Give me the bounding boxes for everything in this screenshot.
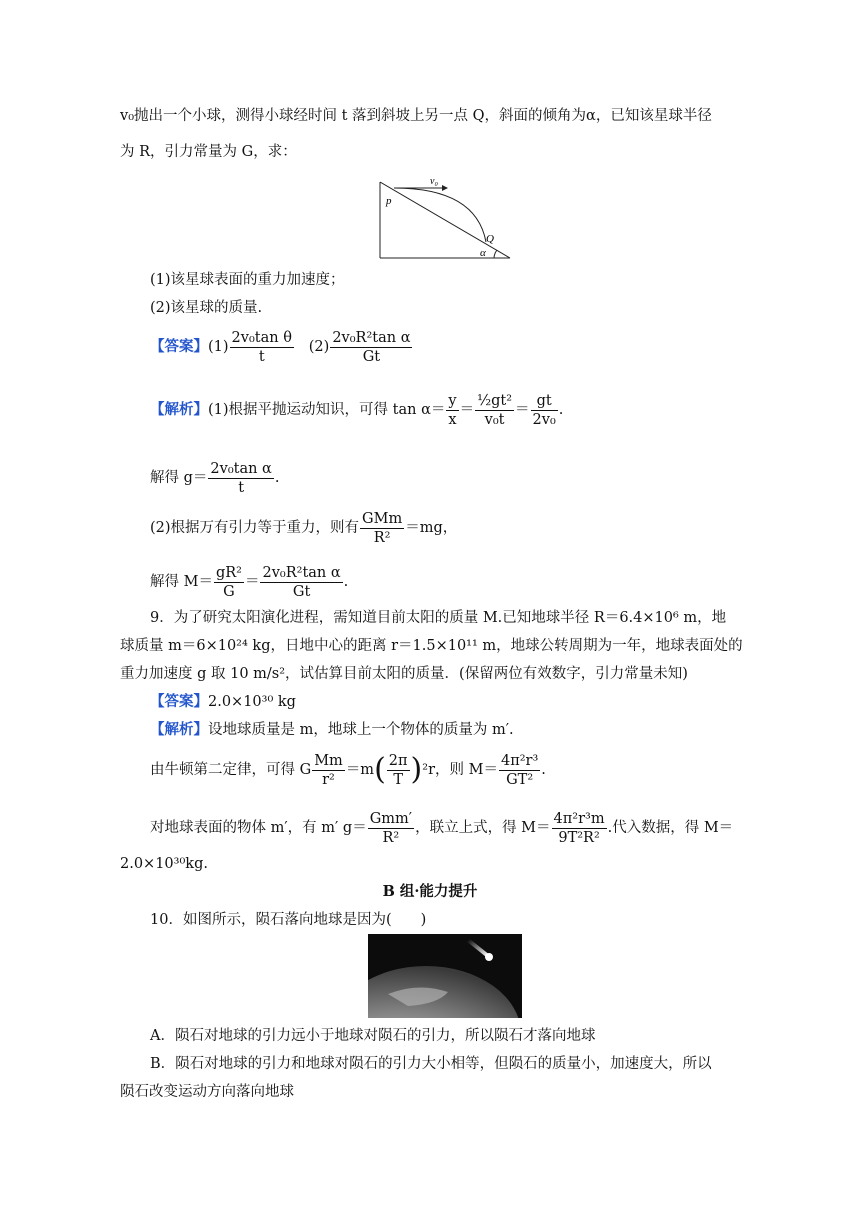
figure-label-v0: v₀ [430,178,438,187]
q9-line-1: 9．为了研究太阳演化进程，需知道目前太阳的质量 M.已知地球半径 R＝6.4×10⁶ m，地 [150,610,727,626]
answer-8-fraction-1: $\frac{\text{2v₀tan θ}}{t}$ [231,329,292,365]
intro-line-1: v₀抛出一个小球，测得小球经时间 t 落到斜坡上另一点 Q，斜面的倾角为α，已知该星球半径 [120,108,712,124]
analysis-8-line-1: 【解析】(1)根据平抛运动知识，可得 tan α＝ $\frac{y}{x}$ ＝ $\frac{\text{½gt²}}{\text{v₀t}}$ ＝ $\frac{gt}{\text{2v₀}}$ . [150,392,564,428]
q9-line-2: 球质量 m＝6×10²⁴ kg，日地中心的距离 r＝1.5×10¹¹ m，地球公转周期为一年，地球表面处的 [120,638,743,654]
analysis-8-line-4: 解得 M＝ $\frac{\text{gR²}}{G}$ ＝ $\frac{\text{2v₀R²tan α}}{Gt}$ . [150,564,349,600]
intro-line-2: 为 R，引力常量为 G，求： [120,144,297,160]
analysis-tag: 【解析】 [150,721,208,738]
analysis-8-line-2: 解得 g＝ $\frac{\text{2v₀tan α}}{t}$ . [150,460,280,496]
answer-9 [150,692,296,712]
answer-8-fraction-2: $\frac{\text{2v₀R²tan α}}{Gt}$ [332,329,411,365]
analysis-9-line-3: 对地球表面的物体 m′，有 m′ g＝ $\frac{\text{Gmm′}}{\text{R²}}$ ，联立上式，得 M＝ $\frac{\text{4π²r³m}}{\text{9T²R²}}$ .代入数据，得 M＝ [150,810,734,846]
analysis-9-line-2: 由牛顿第二定律，可得 G $\frac{Mm}{\text{r²}}$ ＝m( $\frac{2\pi}{T}$ )²r，则 M＝ $\frac{\text{4π²r³}}{\text{GT²}}$ . [150,752,546,788]
q10-option-a: A．陨石对地球的引力远小于地球对陨石的引力，所以陨石才落向地球 [150,1028,596,1044]
q10-option-b-line-2: 陨石改变运动方向落向地球 [120,1084,294,1100]
analysis-9-line-1: 【解析】设地球质量是 m，地球上一个物体的质量为 m′. [150,721,514,738]
figure-label-alpha: α [480,247,486,259]
answer-9-value: 2.0×10³⁰ kg [208,694,296,710]
answer-8 [150,328,413,366]
analysis-tag: 【解析】 [150,401,208,418]
figure-label-q: Q [486,233,494,245]
q8-part-1: (1)该星球表面的重力加速度； [150,272,345,288]
answer-8-part2-label: (2) [308,339,330,355]
answer-8-part1-label: (1) [208,339,229,355]
meteor-earth-image [368,934,522,1018]
analysis-8-line-3: (2)根据万有引力等于重力，则有 $\frac{\text{GMm}}{\text{R²}}$ ＝mg， [150,510,458,546]
q10-stem: 10．如图所示，陨石落向地球是因为( ) [150,912,427,928]
analysis-9-line-4: 2.0×10³⁰kg. [120,856,208,872]
section-b-title: B 组·能力提升 [382,883,478,900]
answer-tag: 【答案】 [150,693,208,710]
q10-option-b-line-1: B．陨石对地球的引力和地球对陨石的引力大小相等，但陨石的质量小，加速度大，所以 [150,1056,712,1072]
answer-tag: 【答案】 [150,338,208,355]
q8-part-2: (2)该星球的质量. [150,300,263,316]
q9-line-3: 重力加速度 g 取 10 m/s²，试估算目前太阳的质量．(保留两位有效数字，引力常量未知) [120,666,688,682]
incline-figure [376,178,516,262]
figure-label-p: p [386,195,392,207]
